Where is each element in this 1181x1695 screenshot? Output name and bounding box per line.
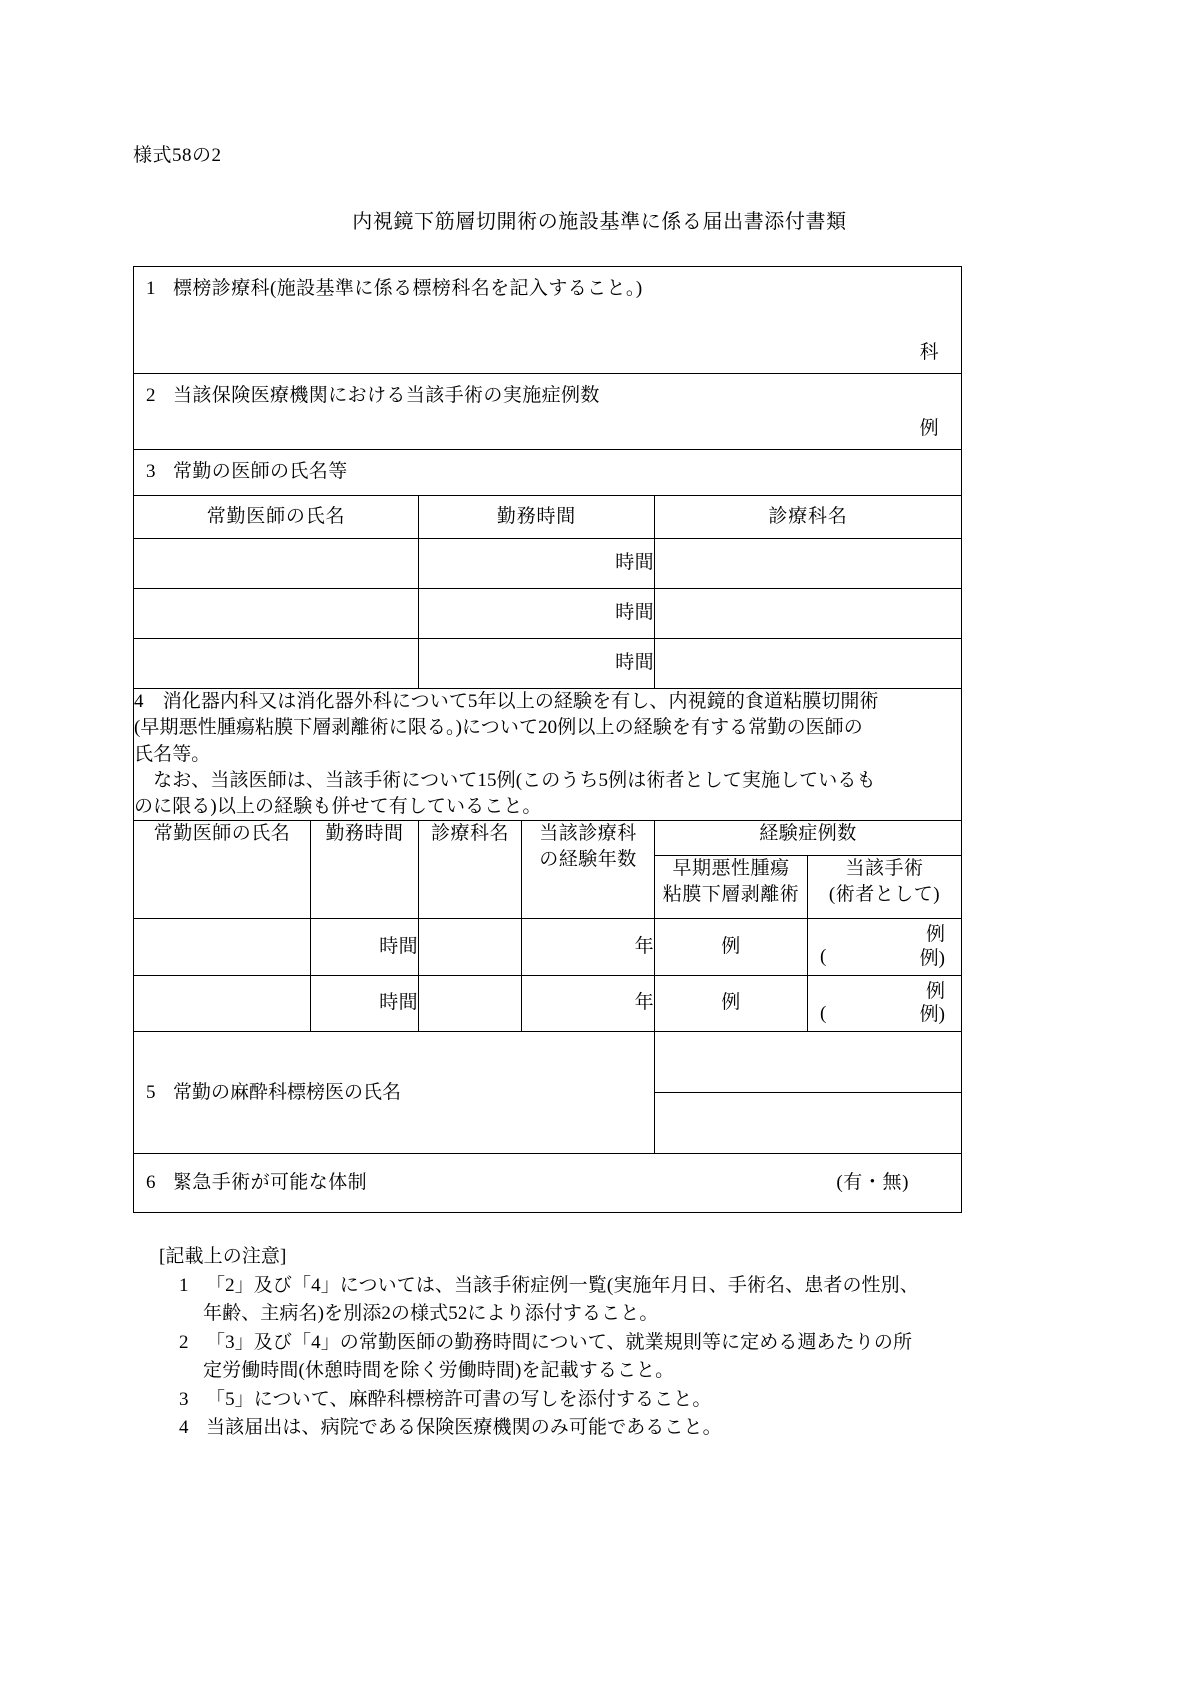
section-5-row-a bbox=[134, 1032, 962, 1093]
section-3-heading-row bbox=[134, 449, 962, 495]
s4-row1-years-unit[interactable]: 年 bbox=[522, 975, 655, 1032]
section-4-group-header-row bbox=[134, 821, 962, 856]
section-1-number: 1 bbox=[146, 278, 156, 299]
s4-header-name: 常勤医師の氏名 bbox=[134, 821, 311, 919]
section-5-label-cell bbox=[134, 1032, 655, 1154]
s4-row0-paren-open: ( bbox=[820, 946, 827, 968]
s4-header-dept: 診療科名 bbox=[419, 821, 522, 919]
s3-row2-hours-unit[interactable]: 時間 bbox=[419, 639, 655, 689]
s4-header-esd bbox=[655, 856, 808, 919]
note-4-number: 4 bbox=[179, 1417, 189, 1438]
s4-row1-paren-open: ( bbox=[820, 1002, 827, 1024]
s3-row2-name[interactable] bbox=[134, 639, 419, 689]
section-3-number: 3 bbox=[146, 460, 156, 482]
s4-row1-name[interactable] bbox=[134, 975, 311, 1032]
s4-line-4: のに限る)以上の経験も併せて有していること。 bbox=[134, 795, 542, 817]
section-1-cell[interactable] bbox=[134, 267, 962, 374]
note-item-2-line-1 bbox=[159, 1329, 1119, 1358]
s3-header-name: 常勤医師の氏名 bbox=[134, 496, 419, 539]
s4-row0-surgery-cell[interactable] bbox=[808, 919, 962, 976]
s4-row0-dept[interactable] bbox=[419, 919, 522, 976]
section-2-cell[interactable] bbox=[134, 374, 962, 449]
section-1-label bbox=[146, 276, 951, 302]
s3-row0-name[interactable] bbox=[134, 539, 419, 589]
section-5-number: 5 bbox=[146, 1082, 156, 1104]
s4-line-1: (早期悪性腫瘍粘膜下層剥離術に限る。)について20例以上の経験を有する常勤の医師の bbox=[134, 717, 863, 739]
s4-table-row bbox=[134, 919, 962, 976]
section-1-unit: 科 bbox=[919, 342, 939, 364]
note-1-text-1: 「2」及び「4」については、当該手術症例一覧(実施年月日、手術名、患者の性別、 bbox=[206, 1274, 919, 1296]
section-5-label-text: 常勤の麻酔科標榜医の氏名 bbox=[173, 1082, 402, 1104]
s4-row1-esd-unit[interactable]: 例 bbox=[655, 975, 808, 1032]
section-4-description bbox=[134, 689, 962, 821]
s3-table-row bbox=[134, 589, 962, 639]
s4-line-3: なお、当該医師は、当該手術について15例(このうち5例は術者として実施しているも bbox=[134, 769, 876, 791]
s3-header-hours: 勤務時間 bbox=[419, 496, 655, 539]
section-5-value-0[interactable] bbox=[655, 1032, 962, 1093]
section-3-heading-cell bbox=[134, 449, 962, 495]
s4-row1-surgery-unit-1: 例 bbox=[925, 980, 945, 1002]
s4-header-cases-group: 経験症例数 bbox=[655, 821, 962, 856]
s3-table-row bbox=[134, 639, 962, 689]
s4-header-esd-line2: 粘膜下層剥離術 bbox=[662, 884, 800, 906]
section-2-number: 2 bbox=[146, 385, 156, 407]
section-3-table-header bbox=[134, 496, 962, 539]
s4-row0-years-unit[interactable]: 年 bbox=[522, 919, 655, 976]
s4-row1-dept[interactable] bbox=[419, 975, 522, 1032]
note-2-number: 2 bbox=[179, 1331, 189, 1353]
note-item-1-line-1 bbox=[159, 1272, 1119, 1301]
s4-header-surgery-line1: 当該手術 bbox=[845, 858, 924, 880]
section-6-row bbox=[134, 1154, 962, 1213]
s4-header-surgery-line2: (術者として) bbox=[828, 884, 941, 906]
s4-row0-hours-unit[interactable]: 時間 bbox=[311, 919, 419, 976]
section-4-text-row bbox=[134, 689, 962, 821]
section-2-unit: 例 bbox=[919, 417, 939, 439]
section-6-choice[interactable]: (有・無) bbox=[836, 1172, 909, 1194]
s4-header-years-line2: の経験年数 bbox=[539, 849, 637, 871]
s4-line-2: 氏名等。 bbox=[134, 743, 211, 765]
notes-block bbox=[159, 1243, 1119, 1443]
s4-header-hours: 勤務時間 bbox=[311, 821, 419, 919]
document-title: 内視鏡下筋層切開術の施設基準に係る届出書添付書類 bbox=[352, 211, 847, 233]
s4-row0-surgery-unit-2: 例) bbox=[919, 947, 945, 969]
note-4-text-1: 当該届出は、病院である保険医療機関のみ可能であること。 bbox=[206, 1417, 722, 1438]
s3-row0-dept[interactable] bbox=[655, 539, 962, 589]
note-2-text-1: 「3」及び「4」の常勤医師の勤務時間について、就業規則等に定める週あたりの所 bbox=[206, 1331, 913, 1353]
note-item-3-line-1 bbox=[159, 1386, 1119, 1415]
s4-header-years bbox=[522, 821, 655, 919]
notes-heading: [記載上の注意] bbox=[159, 1246, 287, 1267]
s4-header-surgery bbox=[808, 856, 962, 919]
section-6-label bbox=[146, 1170, 367, 1196]
section-3-label-text: 常勤の医師の氏名等 bbox=[173, 460, 348, 482]
section-2-row bbox=[134, 374, 962, 449]
section-6-number: 6 bbox=[146, 1172, 156, 1194]
note-item-2-line-2: 定労働時間(休憩時間を除く労働時間)を記載すること。 bbox=[203, 1360, 675, 1381]
section-1-row bbox=[134, 267, 962, 374]
section-3-label bbox=[146, 459, 951, 485]
s3-row1-name[interactable] bbox=[134, 589, 419, 639]
s4-row1-surgery-unit-2: 例) bbox=[919, 1004, 945, 1026]
section-1-label-text: 標榜診療科(施設基準に係る標榜科名を記入すること。) bbox=[173, 278, 643, 299]
s3-row0-hours-unit[interactable]: 時間 bbox=[419, 539, 655, 589]
section-1-input-area[interactable] bbox=[134, 302, 961, 340]
s4-row0-esd-unit[interactable]: 例 bbox=[655, 919, 808, 976]
s3-row1-dept[interactable] bbox=[655, 589, 962, 639]
main-form-table bbox=[133, 266, 962, 1213]
s4-row1-surgery-cell[interactable] bbox=[808, 975, 962, 1032]
section-6-cell[interactable] bbox=[134, 1154, 962, 1213]
s3-table-row bbox=[134, 539, 962, 589]
s4-header-years-line1: 当該診療科 bbox=[539, 823, 637, 845]
section-2-label bbox=[146, 383, 951, 409]
s4-header-esd-line1: 早期悪性腫瘍 bbox=[672, 858, 790, 880]
note-3-text-1: 「5」について、麻酔科標榜許可書の写しを添付すること。 bbox=[206, 1388, 712, 1410]
s3-header-dept: 診療科名 bbox=[655, 496, 962, 539]
note-item-4-line-1 bbox=[159, 1414, 1119, 1443]
note-item-1-line-2: 年齢、主病名)を別添2の様式52により添付すること。 bbox=[203, 1303, 659, 1324]
section-5-value-1[interactable] bbox=[655, 1093, 962, 1154]
section-6-label-text: 緊急手術が可能な体制 bbox=[173, 1172, 368, 1194]
s4-row1-hours-unit[interactable]: 時間 bbox=[311, 975, 419, 1032]
note-1-number: 1 bbox=[179, 1274, 189, 1296]
note-3-number: 3 bbox=[179, 1388, 189, 1410]
form-id: 様式58の2 bbox=[133, 145, 222, 166]
s3-row1-hours-unit[interactable]: 時間 bbox=[419, 589, 655, 639]
s4-line-0: 4 消化器内科又は消化器外科について5年以上の経験を有し、内視鏡的食道粘膜切開術 bbox=[134, 691, 879, 713]
section-2-label-text: 当該保険医療機関における当該手術の実施症例数 bbox=[173, 385, 600, 407]
s3-row2-dept[interactable] bbox=[655, 639, 962, 689]
s4-row0-surgery-unit-1: 例 bbox=[925, 924, 945, 946]
s4-row0-name[interactable] bbox=[134, 919, 311, 976]
s4-table-row bbox=[134, 975, 962, 1032]
